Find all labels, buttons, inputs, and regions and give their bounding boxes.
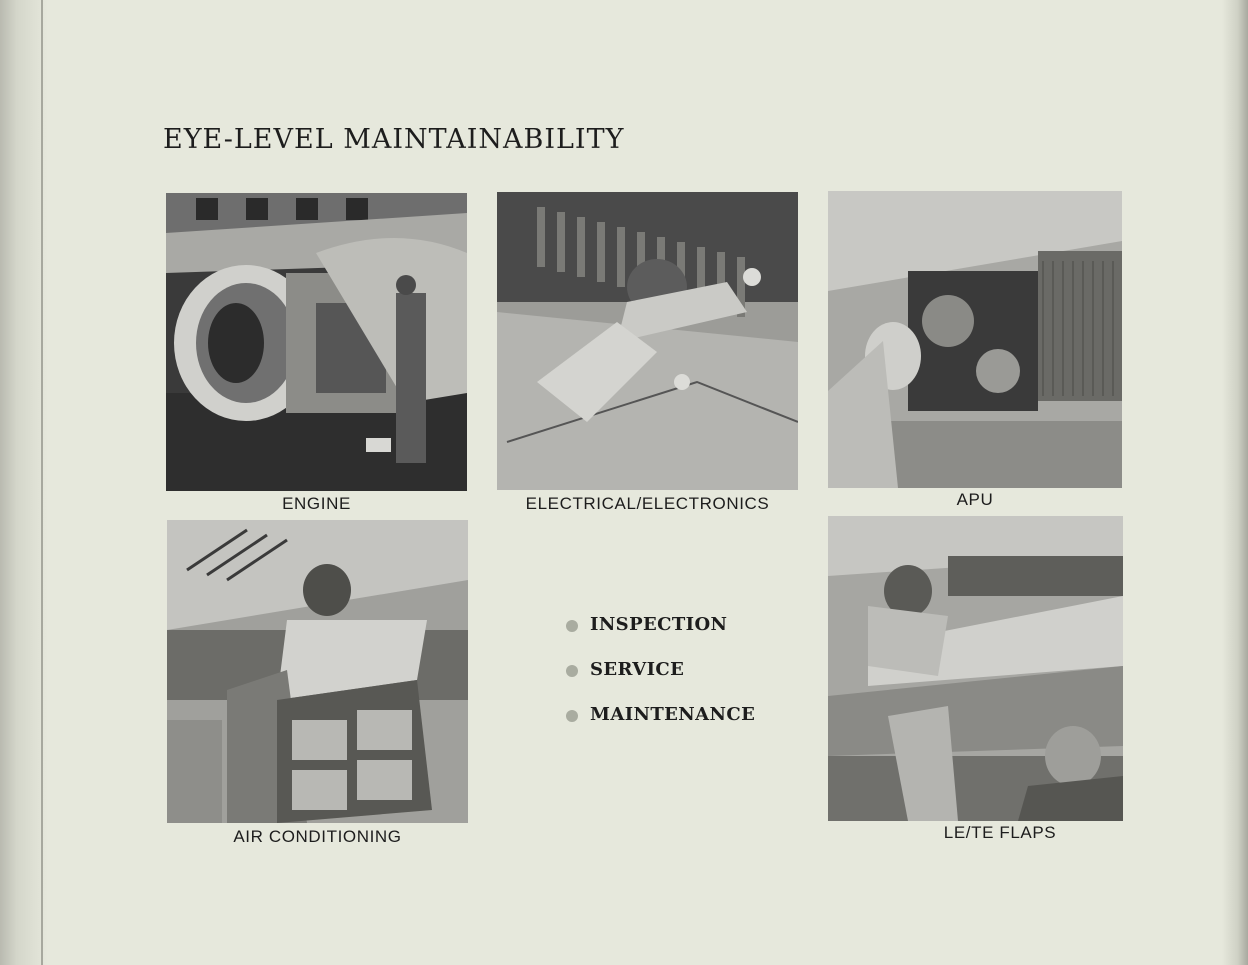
feature-list (566, 614, 826, 749)
list-item (566, 614, 826, 659)
bullet-inspection: INSPECTION (590, 614, 728, 635)
bullet-maintenance: MAINTENANCE (590, 704, 756, 725)
bullet-dot-icon (566, 620, 578, 632)
bullet-dot-icon (566, 665, 578, 677)
electrical-electronics-caption: ELECTRICAL/ELECTRONICS (525, 494, 770, 513)
binding-line (41, 0, 43, 965)
page-title: EYE-LEVEL MAINTAINABILITY (163, 124, 625, 155)
apu-illustration (828, 191, 1122, 488)
le-te-flaps-illustration (828, 516, 1123, 821)
bullet-service: SERVICE (590, 659, 685, 680)
air-conditioning-illustration (167, 520, 468, 823)
list-item (566, 659, 826, 704)
bullet-dot-icon (566, 710, 578, 722)
apu-caption: APU (956, 490, 994, 509)
engine-illustration (166, 193, 467, 491)
electrical-electronics-illustration (497, 192, 798, 490)
list-item (566, 704, 826, 749)
page-edge (1222, 0, 1248, 965)
engine-caption: ENGINE (282, 494, 351, 513)
air-conditioning-caption: AIR CONDITIONING (233, 827, 402, 846)
le-te-flaps-caption: LE/TE FLAPS (943, 823, 1057, 842)
